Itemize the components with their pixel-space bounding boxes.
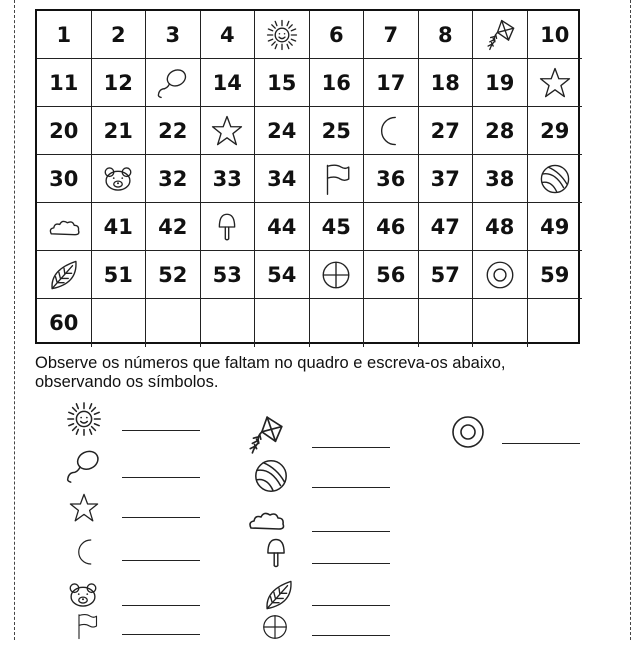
balloon-icon [65,447,103,489]
cell-number: 60 [49,311,79,335]
grid-cell-number [37,107,92,155]
cell-number: 57 [430,262,460,287]
answer-blank-line[interactable] [122,605,200,606]
cell-number: 15 [267,70,297,95]
cell-number: 24 [267,118,297,143]
answer-blank-line[interactable] [122,517,200,518]
grid-cell-number [364,251,419,299]
crosshair-circle-icon [319,258,353,292]
grid-cell-number [419,251,474,299]
leaf-icon [262,578,296,616]
cell-number: 21 [103,118,133,143]
ball-icon [252,457,290,499]
cell-number: 27 [430,118,460,143]
grid-cell-symbol [146,59,201,107]
grid-cell-symbol [37,251,92,299]
leaf-icon [47,258,81,292]
grid-cell-number [473,203,528,251]
grid-cell-number [201,155,256,203]
grid-cell-number [310,11,365,59]
grid-cell-number [146,11,201,59]
answer-blank-line[interactable] [312,531,390,532]
cell-number: 10 [540,22,570,47]
grid-cell-number [364,11,419,59]
grid-cell-number [37,59,92,107]
grid-cell-number [255,251,310,299]
grid-cell-symbol [528,155,583,203]
grid-cell-number [419,11,474,59]
kite-icon [483,18,517,52]
cell-number: 19 [485,70,515,95]
cell-number: 34 [267,166,297,191]
target-circle-icon [483,258,517,292]
popsicle-icon [258,535,294,575]
grid-cell-number [528,203,583,251]
star-icon [68,492,100,528]
cell-number: 59 [540,262,570,287]
grid-cell-number [364,203,419,251]
cell-number: 1 [56,22,72,47]
left-cut-line [14,0,15,640]
popsicle-icon [210,210,244,244]
cell-number: 28 [485,118,515,143]
number-grid [35,9,580,344]
grid-cell-number [146,155,201,203]
cell-number: 41 [103,214,133,239]
answer-blank-line[interactable] [312,447,390,448]
grid-cell-number [419,155,474,203]
star-icon [210,114,244,148]
answer-blank-line[interactable] [122,430,200,431]
grid-cell-number [201,251,256,299]
ball-icon [538,162,572,196]
cell-number: 49 [540,214,570,239]
grid-cell-number [528,107,583,155]
grid-cell-symbol [364,107,419,155]
grid-cell-number [255,59,310,107]
cell-number: 17 [376,70,406,95]
grid-cell-number [92,203,147,251]
grid-cell-number [364,155,419,203]
cell-number: 30 [49,166,79,191]
cell-number: 44 [267,214,297,239]
cell-number: 53 [212,262,242,287]
cell-number: 3 [165,22,181,47]
grid-cell-number [364,59,419,107]
moon-icon [72,537,102,571]
bear-icon [66,578,100,616]
answer-blank-line[interactable] [122,477,200,478]
cell-number: 2 [110,22,126,47]
sun-icon [65,400,103,442]
grid-cell-symbol [201,107,256,155]
answer-blank-line[interactable] [312,605,390,606]
cell-number: 42 [158,214,188,239]
grid-cell-number [92,59,147,107]
grid-cell-number [473,155,528,203]
answer-blank-line[interactable] [312,635,390,636]
cell-number: 12 [103,70,133,95]
answer-blank-line[interactable] [502,443,580,444]
grid-cell-number [310,107,365,155]
cell-number: 33 [212,166,242,191]
cell-number: 22 [158,118,188,143]
cell-number: 54 [267,262,297,287]
grid-cell-number [92,107,147,155]
answer-blank-line[interactable] [122,560,200,561]
grid-cell-number [146,251,201,299]
star-icon [538,66,572,100]
grid-cell-number [419,107,474,155]
cell-number: 45 [321,214,351,239]
cell-number: 37 [430,166,460,191]
cell-number: 18 [430,70,460,95]
cell-number: 36 [376,166,406,191]
cloud-icon [47,210,81,244]
grid-cell-empty [419,299,474,347]
grid-cell-empty [92,299,147,347]
grid-cell-number [146,107,201,155]
grid-cell-empty [146,299,201,347]
grid-cell-number [92,251,147,299]
flag-icon [72,612,100,644]
grid-cell-number [310,59,365,107]
grid-cell-number [473,107,528,155]
grid-cell-number [419,203,474,251]
cell-number: 11 [49,70,79,95]
moon-icon [374,114,408,148]
grid-cell-number [473,59,528,107]
cell-number: 4 [219,22,235,47]
cell-number: 29 [540,118,570,143]
instructions-text: Observe os números que faltam no quadro e escreva-os abaixo, observando os símbolos. [35,354,506,391]
grid-cell-number [37,11,92,59]
grid-cell-number [528,251,583,299]
grid-cell-empty [364,299,419,347]
cell-number: 25 [321,118,351,143]
sun-icon [265,18,299,52]
grid-cell-number [419,59,474,107]
grid-cell-number [37,299,92,347]
grid-cell-empty [255,299,310,347]
cell-number: 32 [158,166,188,191]
answer-blank-line[interactable] [312,563,390,564]
grid-cell-empty [528,299,583,347]
cell-number: 20 [49,118,79,143]
cell-number: 47 [430,214,460,239]
grid-cell-number [92,11,147,59]
grid-cell-number [255,155,310,203]
cell-number: 48 [485,214,515,239]
grid-cell-symbol [528,59,583,107]
right-cut-line [630,0,631,640]
cell-number: 46 [376,214,406,239]
cell-number: 8 [437,22,453,47]
grid-cell-number [201,11,256,59]
grid-cell-symbol [473,251,528,299]
grid-cell-symbol [310,155,365,203]
answer-blank-line[interactable] [122,634,200,635]
cell-number: 52 [158,262,188,287]
crosshair-circle-icon [260,612,290,646]
grid-cell-symbol [92,155,147,203]
grid-cell-symbol [310,251,365,299]
grid-cell-number [255,203,310,251]
grid-cell-symbol [37,203,92,251]
bear-icon [101,162,135,196]
grid-cell-empty [310,299,365,347]
cell-number: 38 [485,166,515,191]
cell-number: 16 [321,70,351,95]
grid-cell-number [37,155,92,203]
answer-blank-line[interactable] [312,487,390,488]
grid-cell-empty [201,299,256,347]
grid-cell-symbol [201,203,256,251]
grid-cell-number [528,11,583,59]
grid-cell-number [310,203,365,251]
cell-number: 6 [328,22,344,47]
target-circle-icon [448,412,488,456]
grid-cell-symbol [255,11,310,59]
kite-icon [244,414,286,460]
grid-cell-empty [473,299,528,347]
grid-cell-number [146,203,201,251]
cell-number: 51 [103,262,133,287]
grid-cell-number [255,107,310,155]
grid-cell-number [201,59,256,107]
balloon-icon [156,66,190,100]
cell-number: 7 [383,22,399,47]
flag-icon [319,162,353,196]
cell-number: 14 [212,70,242,95]
cell-number: 56 [376,262,406,287]
grid-cell-symbol [473,11,528,59]
